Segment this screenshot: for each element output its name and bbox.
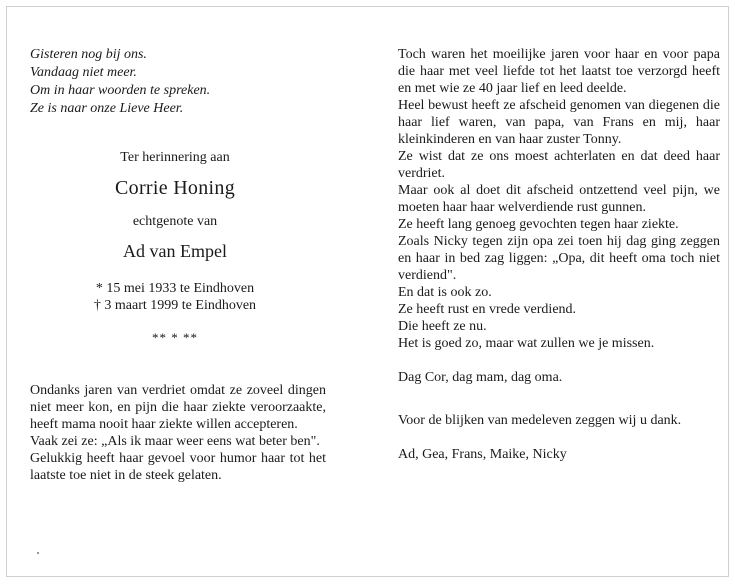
- deceased-name: Corrie Honing: [115, 177, 235, 199]
- birth-date: * 15 mei 1933 te Eindhoven: [95, 281, 255, 296]
- print-speck: [37, 552, 39, 554]
- paragraph: Ze heeft lang genoeg gevochten tegen haar ziekte.: [398, 217, 679, 232]
- paragraph: Ondanks jaren van verdriet omdat ze zoveel dingen niet meer kon, en pijn die haar ziekte veroorzaakte, heeft mama nooit haar ziekte willen accepteren.: [30, 383, 326, 432]
- signatures: Ad, Gea, Frans, Maike, Nicky: [398, 447, 567, 462]
- right-text-block: [398, 46, 720, 463]
- paragraph: Toch waren het moeilijke jaren voor haar en voor papa die haar met veel liefde tot het laatst toe verzorgd heeft en met wie ze 40 jaar lief en leed deelde.: [398, 47, 720, 96]
- left-text-block: [30, 382, 326, 484]
- spouse-label: echtgenote van: [132, 214, 218, 229]
- paragraph: Het is goed zo, maar wat zullen we je missen.: [398, 336, 655, 351]
- paragraph: En dat is ook zo.: [398, 285, 492, 300]
- poem-line: Om in haar woorden te spreken.: [30, 83, 211, 98]
- life-dates: [30, 280, 320, 314]
- thanks-line: Voor de blijken van medeleven zeggen wij u dank.: [398, 413, 682, 428]
- poem-line: Ze is naar onze Lieve Heer.: [30, 101, 184, 116]
- paragraph: Gelukkig heeft haar gevoel voor humor haar tot het laatste toe niet in de steek gelaten.: [30, 451, 326, 483]
- spouse-name: Ad van Empel: [123, 241, 227, 261]
- paragraph: Ze heeft rust en vrede verdiend.: [398, 302, 577, 317]
- intro-text: Ter herinnering aan: [120, 150, 230, 165]
- paragraph: Vaak zei ze: „Als ik maar weer eens wat beter ben".: [30, 434, 320, 449]
- paragraph: Zoals Nicky tegen zijn opa zei toen hij dag ging zeggen en haar in bed zag liggen: „Opa, dit heeft oma toch niet verdiend".: [398, 234, 720, 283]
- paragraph: Die heeft ze nu.: [398, 319, 487, 334]
- poem: [30, 46, 330, 118]
- separator-stars: ** * **: [152, 330, 198, 345]
- death-date: † 3 maart 1999 te Eindhoven: [93, 298, 257, 313]
- paragraph: Heel bewust heeft ze afscheid genomen van diegenen die haar lief waren, van papa, van Frans en mij, haar kleinkinderen en van haar zuster Tonny.: [398, 98, 720, 147]
- paragraph: Maar ook al doet dit afscheid ontzettend veel pijn, we moeten haar haar welverdiende rust gunnen.: [398, 183, 720, 215]
- poem-line: Vandaag niet meer.: [30, 65, 137, 80]
- poem-line: Gisteren nog bij ons.: [30, 47, 147, 62]
- paragraph: Ze wist dat ze ons moest achterlaten en dat deed haar verdriet.: [398, 149, 720, 181]
- farewell-line: Dag Cor, dag mam, dag oma.: [398, 370, 563, 385]
